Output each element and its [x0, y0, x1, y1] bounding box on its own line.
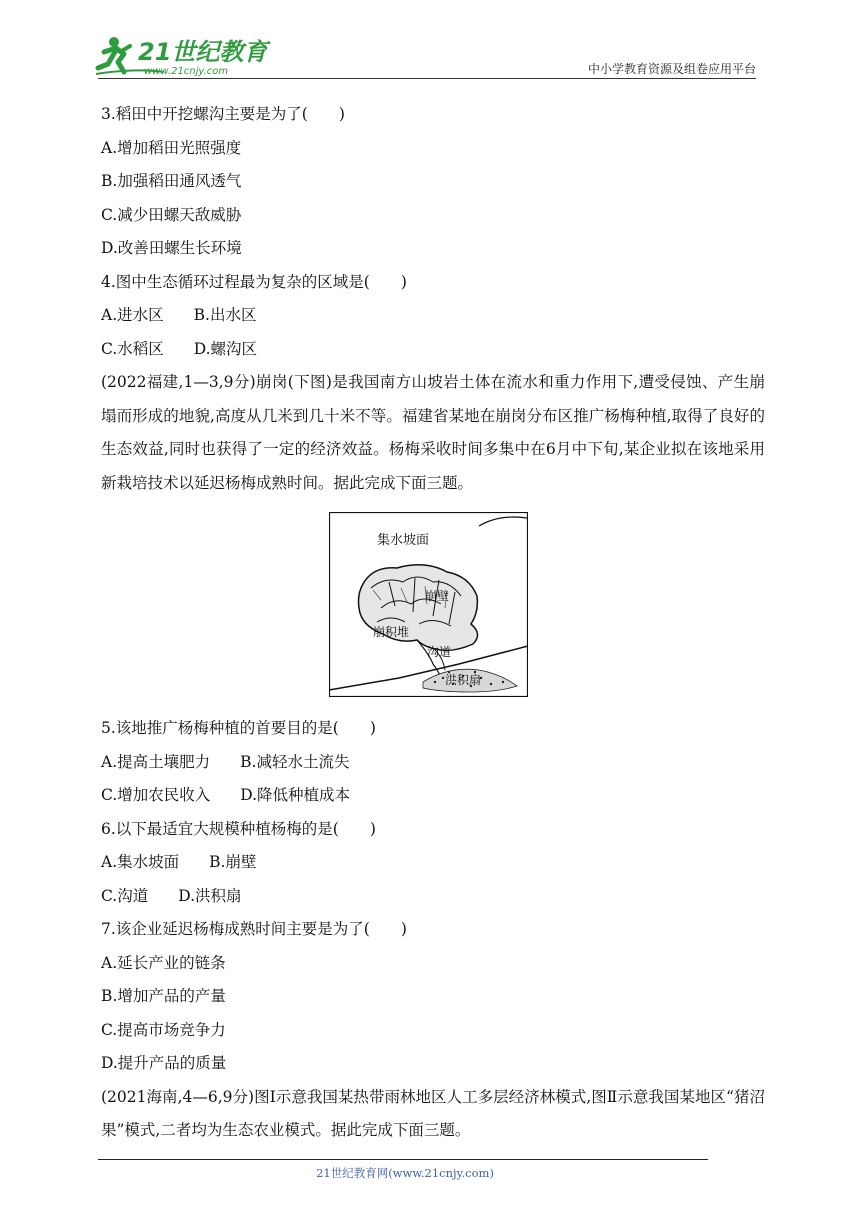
question-3-option-b: B.加强稻田通风透气 [101, 172, 242, 190]
svg-text:21世纪教育: 21世纪教育 [138, 38, 268, 66]
question-5-stem: 5.该地推广杨梅种植的首要目的是( ) [101, 719, 376, 737]
question-5-options-row-2 [101, 779, 765, 813]
question-4-option-d: D.螺沟区 [193, 339, 258, 358]
passage-bengang: (2022福建,1—3,9分)崩岗(下图)是我国南方山坡岩土体在流水和重力作用下,遭受侵蚀、产生崩塌而形成的地貌,高度从几米到几十米不等。福建省某地在崩岗分布区推广杨梅种植,取得了良好的生态效益,同时也获得了一定的经济效益。杨梅采收时间多集中在6月中下旬,某企业拟在该地采用新栽培技术以延迟杨梅成熟时间。据此完成下面三题。 [101, 373, 765, 492]
question-6-options-row-1 [101, 846, 765, 880]
bengang-diagram [329, 512, 528, 697]
label-catchment: 集水坡面 [377, 533, 430, 548]
question-4-option-a: A.进水区 [101, 306, 164, 324]
header-divider [98, 78, 756, 79]
question-7-option-d: D.提升产品的质量 [101, 1054, 227, 1072]
svg-text:www.21cnjy.com: www.21cnjy.com [144, 66, 229, 77]
footer-divider [98, 1159, 708, 1160]
question-5-option-a: A.提高土壤肥力 [101, 752, 211, 771]
question-7-option-c: C.提高市场竞争力 [101, 1020, 226, 1039]
label-channel: 沟道 [427, 645, 452, 659]
question-3-option-d: D.改善田螺生长环境 [101, 239, 242, 257]
question-5-option-b: B.减轻水土流失 [240, 752, 350, 771]
question-5-option-c: C.增加农民收入 [101, 786, 211, 804]
question-4-options-row-1 [101, 299, 765, 333]
runner-logo-icon [94, 32, 274, 78]
question-4-option-b: B.出水区 [193, 306, 257, 324]
questions-section-top [101, 98, 765, 500]
label-wall: 崩壁 [425, 589, 450, 603]
bengang-figure [329, 512, 528, 697]
label-fan: 洪积扇 [445, 673, 482, 687]
question-5-option-d: D.降低种植成本 [240, 786, 351, 804]
questions-section-bottom [101, 712, 765, 1148]
question-7-option-a: A.延长产业的链条 [101, 953, 226, 972]
question-6-option-c: C.沟道 [101, 886, 149, 905]
question-5-options-row-1 [101, 746, 765, 780]
question-6-stem: 6.以下最适宜大规模种植杨梅的是( ) [101, 819, 376, 838]
question-3-option-c: C.减少田螺天敌威胁 [101, 205, 242, 224]
question-4-option-c: C.水稻区 [101, 339, 164, 358]
question-7-stem: 7.该企业延迟杨梅成熟时间主要是为了( ) [101, 920, 407, 938]
question-4-stem: 4.图中生态循环过程最为复杂的区域是( ) [101, 272, 407, 291]
site-logo[interactable] [94, 32, 274, 78]
page-header [0, 0, 860, 80]
question-4-options-row-2 [101, 333, 765, 367]
question-7-option-b: B.增加产品的产量 [101, 987, 226, 1005]
question-3-stem: 3.稻田中开挖螺沟主要是为了( ) [101, 105, 345, 123]
question-6-options-row-2 [101, 880, 765, 914]
footer-link[interactable]: 21世纪教育网(www.21cnjy.com) [316, 1166, 494, 1180]
platform-tagline: 中小学教育资源及组卷应用平台 [587, 62, 756, 76]
question-6-option-b: B.崩壁 [209, 853, 257, 871]
passage-hainan: (2021海南,4—6,9分)图Ⅰ示意我国某热带雨林地区人工多层经济林模式,图Ⅱ示意我国某地区“猪沼果”模式,二者均为生态农业模式。据此完成下面三题。 [101, 1087, 765, 1139]
label-colluvium: 崩积堆 [373, 625, 410, 639]
question-6-option-d: D.洪积扇 [178, 886, 242, 905]
question-3-option-a: A.增加稻田光照强度 [101, 138, 242, 157]
question-6-option-a: A.集水坡面 [101, 853, 180, 871]
